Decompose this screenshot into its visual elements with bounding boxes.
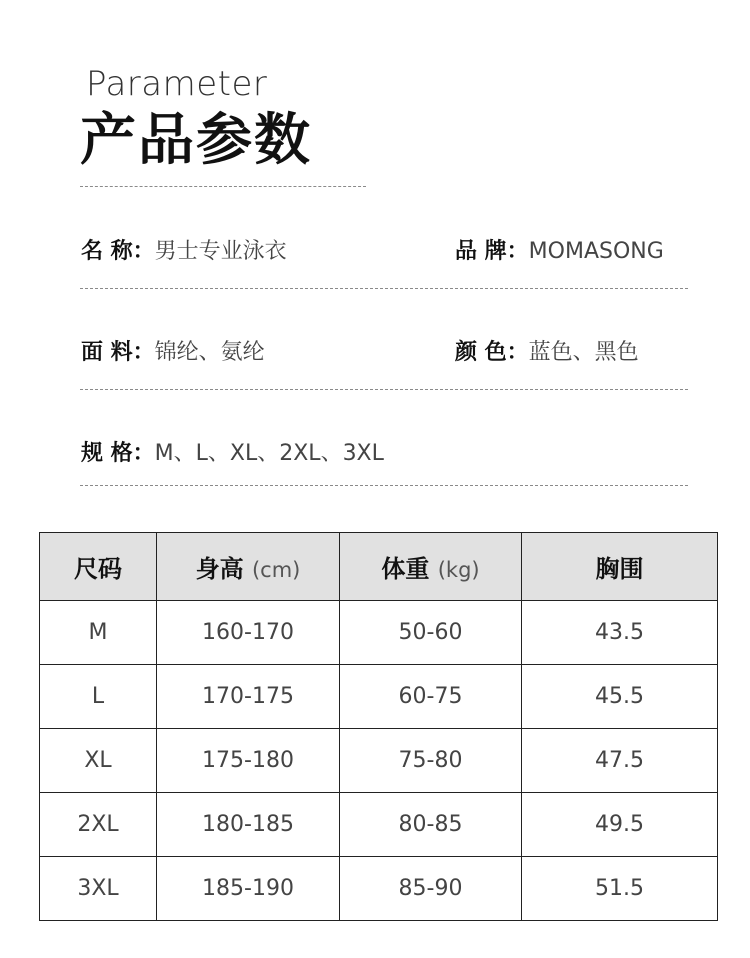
table-cell: 45.5 [522,665,718,729]
table-cell: 49.5 [522,793,718,857]
table-cell: 75-80 [340,729,522,793]
table-cell: 85-90 [340,857,522,921]
column-header-label: 胸围 [595,555,644,583]
table-cell: 51.5 [522,857,718,921]
table-cell: 180-185 [157,793,340,857]
table-cell: 43.5 [522,601,718,665]
size-table [39,532,718,921]
table-row [40,601,718,665]
table-cell: L [40,665,157,729]
column-header-height [157,533,340,601]
spec-color-key: 颜 色： [455,340,529,365]
table-cell: 185-190 [157,857,340,921]
spec-divider [80,485,688,486]
table-row [40,857,718,921]
page-title: 产品参数 [80,108,312,173]
table-row [40,729,718,793]
spec-size-key: 规 格： [81,441,155,466]
column-header-weight [340,533,522,601]
column-header-label: 尺码 [74,555,122,583]
table-cell: 170-175 [157,665,340,729]
title-divider [80,186,366,187]
column-header-unit: (cm) [251,558,301,582]
table-header-row [40,533,718,601]
table-cell: XL [40,729,157,793]
spec-divider [80,389,688,390]
spec-name [81,237,287,267]
table-row [40,793,718,857]
table-cell: 175-180 [157,729,340,793]
spec-name-key: 名 称： [81,239,155,264]
page-heading-en: Parameter [86,64,268,104]
spec-size [81,439,384,469]
spec-size-value: M、L、XL、2XL、3XL [154,441,384,466]
table-cell: M [40,601,157,665]
spec-color-value: 蓝色、黑色 [528,340,639,365]
table-row [40,665,718,729]
spec-material-key: 面 料： [81,340,155,365]
column-header-size [40,533,157,601]
table-cell: 160-170 [157,601,340,665]
spec-brand-value: MOMASONG [528,239,664,264]
column-header-unit: (kg) [437,558,480,582]
spec-color [455,338,639,368]
spec-divider [80,288,688,289]
spec-brand-key: 品 牌： [455,239,529,264]
column-header-label: 身高 [195,555,244,583]
table-cell: 3XL [40,857,157,921]
column-header-chest [522,533,718,601]
column-header-label: 体重 [381,555,430,583]
spec-brand [455,237,664,267]
spec-material [81,338,265,368]
table-cell: 80-85 [340,793,522,857]
table-cell: 60-75 [340,665,522,729]
spec-name-value: 男士专业泳衣 [154,239,287,264]
spec-material-value: 锦纶、氨纶 [154,340,265,365]
table-cell: 50-60 [340,601,522,665]
table-cell: 47.5 [522,729,718,793]
table-cell: 2XL [40,793,157,857]
